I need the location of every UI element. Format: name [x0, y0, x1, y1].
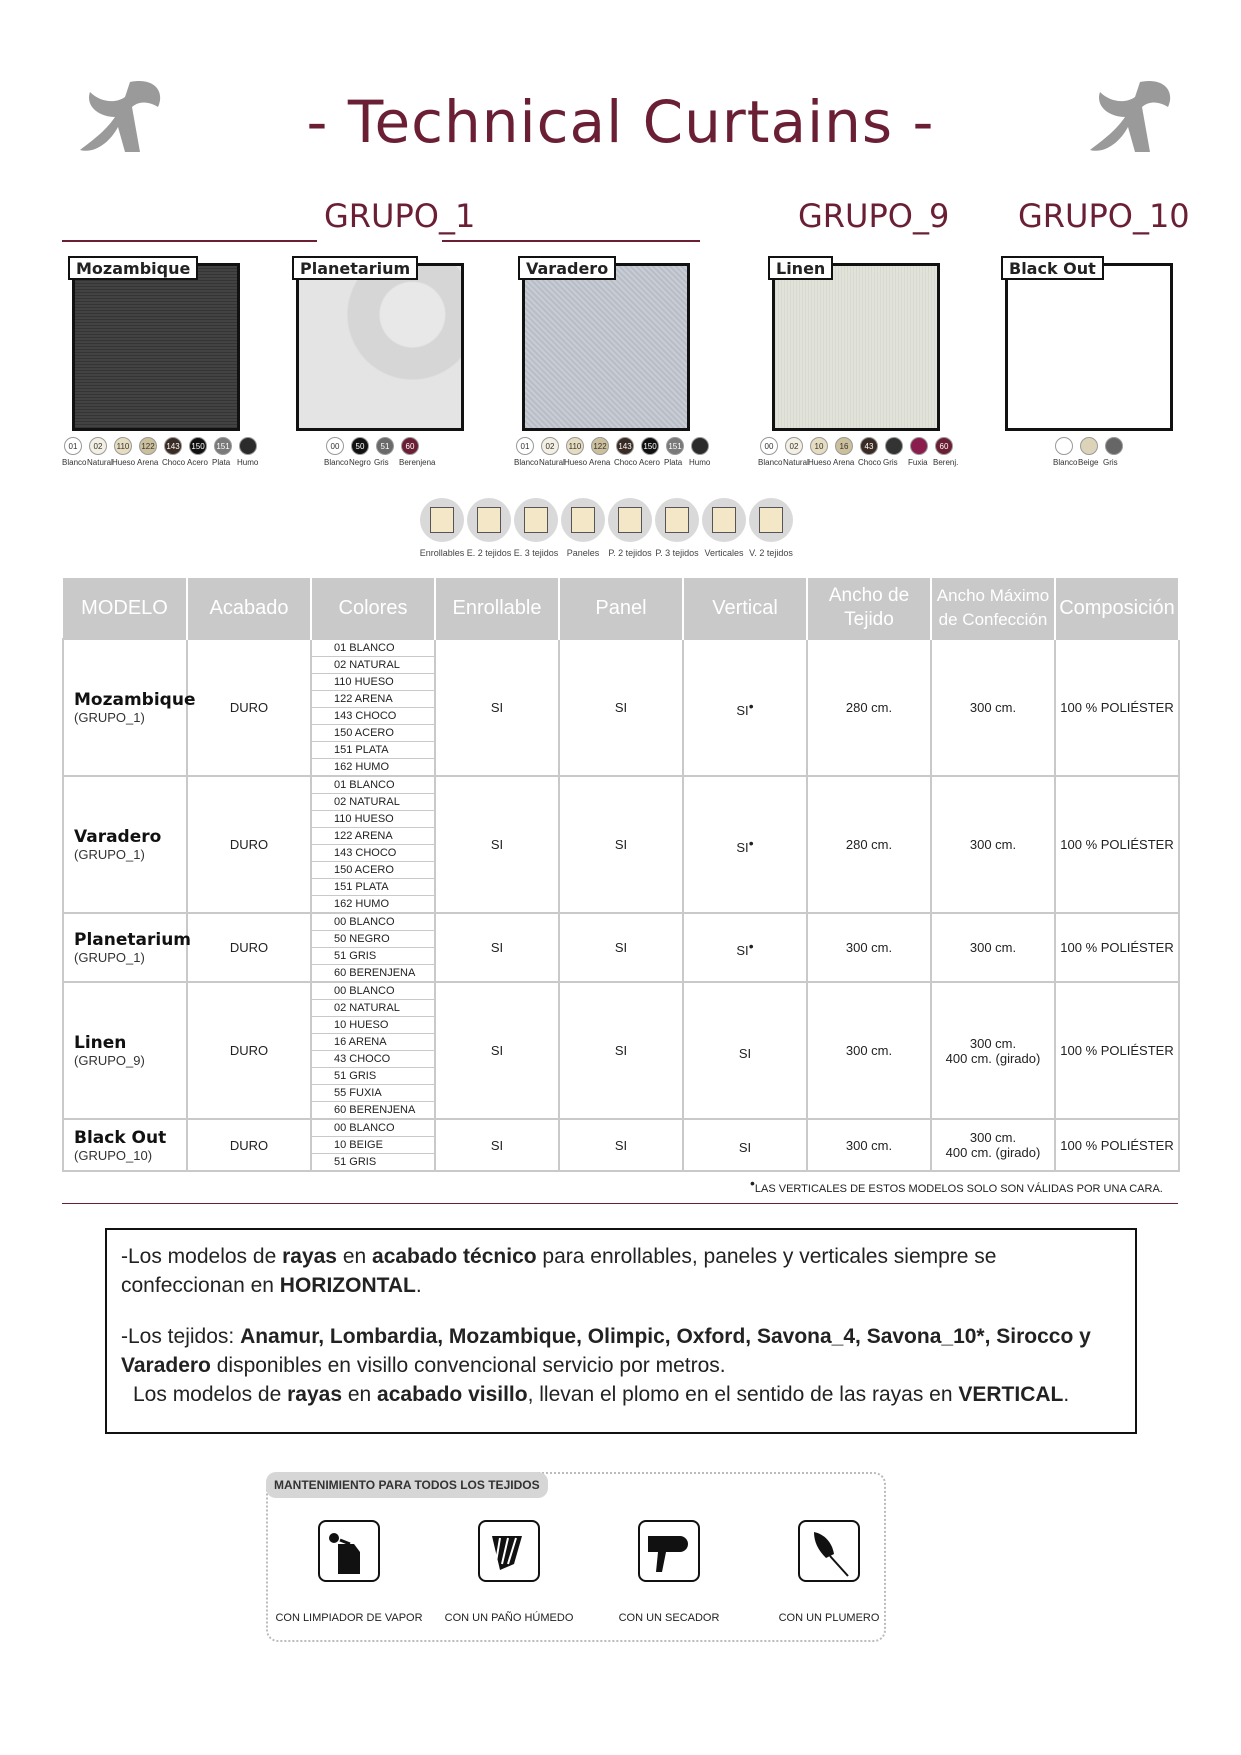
color-name: Choco [162, 458, 186, 467]
swatch-planetarium [296, 263, 464, 431]
curtain-type-shape [759, 507, 783, 533]
color-entry: 01 BLANCO [312, 640, 434, 657]
color-dot: 151 [666, 437, 684, 455]
table-row [63, 982, 1179, 1119]
color-entry: 143 CHOCO [312, 708, 434, 725]
curtain-type-label: E. 2 tejidos [466, 548, 512, 558]
color-entry: 150 ACERO [312, 862, 434, 879]
color-dot [1055, 437, 1073, 455]
info-text-segment: VERTICAL [958, 1383, 1064, 1406]
info-text-segment: disponibles en visillo convencional servicio por metros. [210, 1354, 726, 1377]
color-name: Blanco [1053, 458, 1078, 467]
info-text-segment: . [1063, 1383, 1070, 1406]
color-name: Beige [1078, 458, 1099, 467]
vertical-note [750, 1175, 1163, 1195]
info-text-segment: acabado técnico [372, 1245, 537, 1268]
color-entry: 122 ARENA [312, 691, 434, 708]
vertical-value: SI [738, 1045, 752, 1061]
colors-black-out [1055, 437, 1145, 477]
color-name: Natural [783, 458, 809, 467]
curtain-type-icon [702, 498, 746, 542]
cell-vertical [683, 776, 807, 913]
color-name: Humo [689, 458, 711, 467]
model-group: (GRUPO_1) [74, 950, 145, 965]
cell-enrollable: SI [435, 913, 559, 982]
color-name: Acero [187, 458, 208, 467]
vertical-value: SI [736, 839, 749, 855]
cell-ancho-maximo [931, 776, 1055, 913]
cell-model [63, 776, 187, 913]
color-name: Hueso [808, 458, 832, 467]
color-name: Hueso [112, 458, 136, 467]
color-name: Arena [833, 458, 855, 467]
model-group: (GRUPO_9) [74, 1053, 145, 1068]
color-entry: 00 BLANCO [312, 1120, 434, 1137]
color-entry: 162 HUMO [334, 761, 390, 773]
color-dot: 51 [376, 437, 394, 455]
cell-enrollable: SI [435, 1119, 559, 1171]
color-dot: 01 [64, 437, 82, 455]
vertical-dot: • [748, 697, 754, 714]
color-dot: 43 [860, 437, 878, 455]
feather-duster-icon [798, 1520, 860, 1582]
info-text-segment: para enrollables, paneles y verticales siempre se confeccionan en [121, 1245, 997, 1297]
color-entry: 16 ARENA [312, 1034, 434, 1051]
cell-panel: SI [559, 639, 683, 776]
max-width-value: 300 cm. [969, 1130, 1017, 1145]
color-dot [1080, 437, 1098, 455]
col-header: Acabado [187, 578, 311, 639]
curtain-type-shape [571, 507, 595, 533]
color-name: Blanco [514, 458, 539, 467]
cell-panel: SI [559, 776, 683, 913]
col-header: Vertical [683, 578, 807, 639]
cell-acabado: DURO [187, 982, 311, 1119]
model-name: Varadero [74, 827, 162, 847]
curtain-type-label: Enrollables [419, 548, 465, 558]
color-name: Berenjena [399, 458, 436, 467]
color-name: Berenj. [933, 458, 959, 467]
curtain-type-shape [430, 507, 454, 533]
cell-vertical [683, 913, 807, 982]
maintenance-label-steam: CON LIMPIADOR DE VAPOR [275, 1612, 423, 1624]
color-dot [239, 437, 257, 455]
color-entry: 10 BEIGE [312, 1137, 434, 1154]
steam-cleaner-icon [318, 1520, 380, 1582]
color-dot: 143 [616, 437, 634, 455]
group-9-heading: GRUPO_9 [798, 197, 950, 235]
cell-panel: SI [559, 1119, 683, 1171]
swatch-label-varadero: Varadero [518, 256, 616, 280]
curtain-type-shape [712, 507, 736, 533]
cell-vertical [683, 982, 807, 1119]
color-entry: 51 GRIS [312, 948, 434, 965]
max-width-rotated: 400 cm. (girado) [945, 1050, 1041, 1066]
table-row [63, 1119, 1179, 1171]
cell-colores [311, 913, 435, 982]
maintenance-label-cloth: CON UN PAÑO HÚMEDO [444, 1612, 574, 1624]
color-dot: 150 [641, 437, 659, 455]
color-entry: 55 FUXIA [312, 1085, 434, 1102]
max-width-value: 300 cm. [969, 940, 1017, 955]
group-10-heading: GRUPO_10 [1018, 197, 1190, 235]
curtain-type-shape [618, 507, 642, 533]
curtain-type-icon [467, 498, 511, 542]
note-text: LAS VERTICALES DE ESTOS MODELOS SOLO SON VÁLIDAS POR UNA CARA. [754, 1183, 1163, 1195]
color-name: Blanco [758, 458, 783, 467]
color-entry: 162 HUMO [334, 898, 390, 910]
cell-ancho-maximo [931, 982, 1055, 1119]
swatch-label-linen: Linen [768, 256, 833, 280]
info-paragraph-2 [121, 1322, 1121, 1380]
info-text-segment: rayas [282, 1245, 337, 1268]
cell-composicion: 100 % POLIÉSTER [1055, 982, 1179, 1119]
color-dot: 50 [351, 437, 369, 455]
col-header: Ancho Máximo de Confección [931, 578, 1055, 639]
color-dot [691, 437, 709, 455]
color-dot: 02 [541, 437, 559, 455]
info-text-segment: en [336, 1245, 373, 1268]
cell-model [63, 913, 192, 982]
cell-model [63, 982, 187, 1119]
max-width-value: 300 cm. [969, 837, 1017, 852]
color-dot: 01 [516, 437, 534, 455]
info-paragraph-3 [121, 1380, 1121, 1409]
color-dot: 60 [401, 437, 419, 455]
color-dot: 110 [114, 437, 132, 455]
curtain-type-label: P. 2 tejidos [608, 548, 652, 558]
cell-composicion: 100 % POLIÉSTER [1055, 913, 1179, 982]
color-entry: 01 BLANCO [312, 777, 434, 794]
spec-table [62, 578, 1180, 1172]
info-text-segment: Los modelos de [133, 1383, 288, 1406]
color-entry: 02 NATURAL [312, 794, 434, 811]
info-text-segment: Anamur, Lombardia, Mozambique, Olimpic, Oxford, Savona_4, Savona_10*, Sirocco y Varadero [121, 1325, 1091, 1377]
cell-enrollable: SI [435, 776, 559, 913]
swatch-linen [772, 263, 940, 431]
curtain-type-icon [420, 498, 464, 542]
color-dot [885, 437, 903, 455]
curtain-type-label: E. 3 tejidos [513, 548, 559, 558]
color-name: Choco [858, 458, 882, 467]
color-dot: 10 [810, 437, 828, 455]
swatch-label-mozambique: Mozambique [68, 256, 198, 280]
color-name: Blanco [324, 458, 349, 467]
color-entry: 110 HUESO [312, 811, 434, 828]
cell-ancho-maximo [931, 639, 1055, 776]
cell-model [63, 1119, 187, 1171]
model-name: Planetarium [74, 930, 192, 950]
model-name: Linen [74, 1033, 127, 1053]
color-dot: 00 [326, 437, 344, 455]
color-dot: 150 [189, 437, 207, 455]
group-1-line-right [442, 240, 700, 242]
cell-ancho: 300 cm. [807, 913, 931, 982]
cell-colores [311, 982, 435, 1119]
color-name: Arena [137, 458, 159, 467]
swatch-black-out [1005, 263, 1173, 431]
curtain-type-icon [655, 498, 699, 542]
curtain-type-icon [749, 498, 793, 542]
color-entry: 10 HUESO [312, 1017, 434, 1034]
cell-colores [311, 639, 435, 776]
color-entry: 51 GRIS [334, 1156, 377, 1168]
table-row [63, 639, 1179, 776]
maintenance-label-duster: CON UN PLUMERO [778, 1612, 880, 1624]
color-entry: 43 CHOCO [312, 1051, 434, 1068]
color-name: Humo [237, 458, 259, 467]
color-entry: 110 HUESO [312, 674, 434, 691]
col-header: MODELO [63, 578, 187, 639]
col-header: Enrollable [435, 578, 559, 639]
color-name: Natural [87, 458, 113, 467]
hair-dryer-icon [638, 1520, 700, 1582]
swatch-label-black-out: Black Out [1001, 256, 1104, 280]
curtain-type-label: Verticales [704, 548, 744, 558]
cell-composicion: 100 % POLIÉSTER [1055, 776, 1179, 913]
col-header: Colores [311, 578, 435, 639]
color-entry: 151 PLATA [312, 879, 434, 896]
vertical-value: SI [736, 942, 749, 958]
cell-ancho: 300 cm. [807, 982, 931, 1119]
note-dot: • [750, 1175, 755, 1191]
color-entry: 122 ARENA [312, 828, 434, 845]
curtain-type-icon [561, 498, 605, 542]
color-dot: 143 [164, 437, 182, 455]
table-row [63, 913, 1179, 982]
color-dot [1105, 437, 1123, 455]
colors-mozambique [64, 437, 264, 477]
curtain-type-icon [514, 498, 558, 542]
model-group: (GRUPO_1) [74, 847, 145, 862]
cell-panel: SI [559, 913, 683, 982]
model-name: Mozambique [74, 690, 196, 710]
color-dot: 122 [139, 437, 157, 455]
color-entry: 02 NATURAL [312, 657, 434, 674]
table-row [63, 776, 1179, 913]
cell-acabado: DURO [187, 639, 311, 776]
group-1-heading: GRUPO_1 [324, 197, 476, 235]
cell-acabado: DURO [187, 1119, 311, 1171]
vertical-dot: • [748, 834, 754, 851]
color-entry: 151 PLATA [312, 742, 434, 759]
cell-model [63, 639, 196, 776]
curtain-type-label: V. 2 tejidos [749, 548, 793, 558]
vertical-value: SI [736, 702, 749, 718]
curtain-type-shape [665, 507, 689, 533]
colors-varadero [516, 437, 716, 477]
cell-acabado: DURO [187, 776, 311, 913]
info-box [105, 1228, 1137, 1434]
col-header: Panel [559, 578, 683, 639]
info-text-segment: -Los tejidos: [121, 1325, 241, 1348]
color-dot: 02 [785, 437, 803, 455]
info-text-segment: . [415, 1274, 422, 1297]
info-text-segment: acabado visillo [377, 1383, 528, 1406]
color-name: Hueso [564, 458, 588, 467]
color-name: Natural [539, 458, 565, 467]
vertical-value: SI [738, 1140, 752, 1155]
cell-ancho-maximo [931, 1119, 1055, 1171]
color-entry: 00 BLANCO [312, 983, 434, 1000]
table-header-row [63, 578, 1179, 639]
color-dot: 122 [591, 437, 609, 455]
color-name: Acero [639, 458, 660, 467]
max-width-value: 300 cm. [969, 700, 1017, 715]
info-text-segment: -Los modelos de [121, 1245, 283, 1268]
color-name: Fuxia [908, 458, 928, 467]
color-name: Negro [349, 458, 371, 467]
color-dot: 00 [760, 437, 778, 455]
color-dot: 16 [835, 437, 853, 455]
group-1-line-left [62, 240, 317, 242]
color-name: Arena [589, 458, 611, 467]
cell-panel: SI [559, 982, 683, 1119]
swatch-varadero [522, 263, 690, 431]
colors-planetarium [326, 437, 446, 477]
col-header: Ancho de Tejido [807, 578, 931, 639]
info-text-segment: rayas [287, 1383, 342, 1406]
color-name: Gris [1103, 458, 1118, 467]
color-entry: 02 NATURAL [312, 1000, 434, 1017]
color-entry: 51 GRIS [312, 1068, 434, 1085]
color-entry: 143 CHOCO [312, 845, 434, 862]
info-text-segment: HORIZONTAL [279, 1274, 416, 1297]
color-dot: 02 [89, 437, 107, 455]
color-entry: 50 NEGRO [312, 931, 434, 948]
curtain-type-shape [477, 507, 501, 533]
color-name: Choco [614, 458, 638, 467]
info-paragraph-1 [121, 1242, 1121, 1300]
info-text-segment: , llevan el plomo en el sentido de las rayas en [527, 1383, 959, 1406]
cell-vertical [683, 639, 807, 776]
color-dot: 60 [935, 437, 953, 455]
curtain-type-icon [608, 498, 652, 542]
curtain-type-label: P. 3 tejidos [655, 548, 699, 558]
vertical-dot: • [748, 937, 754, 954]
curtain-type-label: Paneles [566, 548, 600, 558]
separator-line [62, 1203, 1178, 1204]
cell-colores [311, 776, 435, 913]
col-header: Composición [1055, 578, 1179, 639]
colors-linen [760, 437, 960, 477]
swatch-label-planetarium: Planetarium [292, 256, 418, 280]
page-title: - Technical Curtains - [306, 88, 935, 156]
curtain-type-shape [524, 507, 548, 533]
color-name: Plata [664, 458, 683, 467]
max-width-value: 300 cm. [969, 1035, 1017, 1051]
maintenance-panel [266, 1472, 886, 1642]
cell-acabado: DURO [187, 913, 311, 982]
cell-enrollable: SI [435, 639, 559, 776]
color-name: Gris [883, 458, 898, 467]
color-dot: 151 [214, 437, 232, 455]
cell-composicion: 100 % POLIÉSTER [1055, 639, 1179, 776]
model-name: Black Out [74, 1127, 167, 1148]
cell-colores [311, 1119, 435, 1171]
maintenance-label-dryer: CON UN SECADOR [618, 1612, 720, 1624]
color-entry: 00 BLANCO [312, 914, 434, 931]
cell-ancho-maximo [931, 913, 1055, 982]
color-name: Gris [374, 458, 389, 467]
model-group: (GRUPO_1) [74, 710, 145, 725]
color-name: Blanco [62, 458, 87, 467]
cell-composicion: 100 % POLIÉSTER [1055, 1119, 1179, 1171]
cell-enrollable: SI [435, 982, 559, 1119]
color-entry: 150 ACERO [312, 725, 434, 742]
color-name: Plata [212, 458, 231, 467]
color-entry: 60 BERENJENA [334, 1104, 416, 1116]
cell-ancho: 280 cm. [807, 639, 931, 776]
swatch-mozambique [72, 263, 240, 431]
model-group: (GRUPO_10) [74, 1147, 153, 1163]
cell-vertical [683, 1119, 807, 1171]
cell-ancho: 280 cm. [807, 776, 931, 913]
color-entry: 60 BERENJENA [334, 967, 416, 979]
color-dot [910, 437, 928, 455]
damp-cloth-icon [478, 1520, 540, 1582]
max-width-rotated: 400 cm. (girado) [945, 1145, 1041, 1160]
maintenance-title: MANTENIMIENTO PARA TODOS LOS TEJIDOS [266, 1472, 548, 1498]
info-text-segment: en [342, 1383, 378, 1406]
cell-ancho: 300 cm. [807, 1119, 931, 1171]
color-dot: 110 [566, 437, 584, 455]
